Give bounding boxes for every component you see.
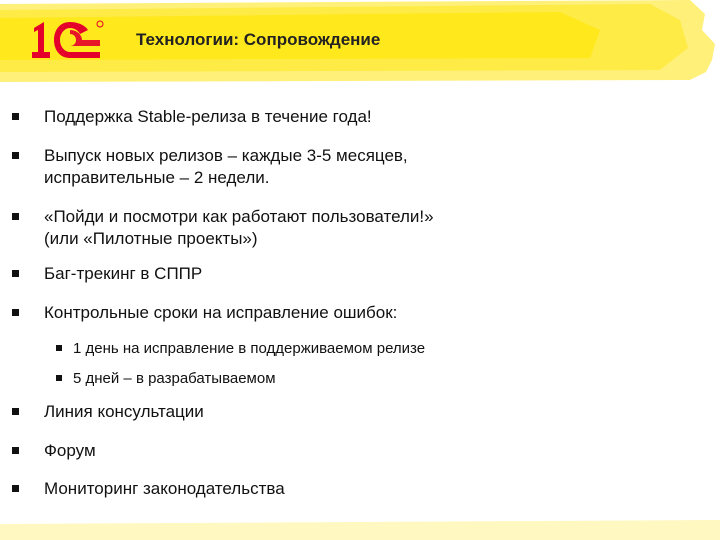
square-bullet-icon [56,375,62,381]
bullet-text: Линия консультации [44,402,204,421]
bullet-item [44,263,202,285]
bullet-item [44,401,204,423]
bullet-item [44,106,372,128]
sub-bullet-item [73,339,425,359]
bullet-item [44,478,285,500]
bullet-text: Баг-трекинг в СППР [44,264,203,283]
slide-title: Технологии: Сопровождение [136,30,381,49]
bullet-item [44,440,96,462]
bottom-highlight [0,518,720,540]
square-bullet-icon [12,113,19,120]
bullet-text: «Пойди и посмотри как работают пользователи!» [44,207,434,226]
square-bullet-icon [12,213,19,220]
square-bullet-icon [12,447,19,454]
bullet-item [44,206,434,250]
bullet-text: Поддержка Stable-релиза в течение года! [44,107,372,126]
sub-bullet-text: 5 дней – в разрабатываемом [73,370,276,387]
square-bullet-icon [12,408,19,415]
bullet-text: Выпуск новых релизов – каждые 3-5 месяцев, [44,146,408,165]
bullet-text: Контрольные сроки на исправление ошибок: [44,303,398,322]
bullet-text: Мониторинг законодательства [44,479,285,498]
bullet-text: исправительные – 2 недели. [44,168,270,187]
square-bullet-icon [12,309,19,316]
bullet-item [44,145,408,189]
square-bullet-icon [12,485,19,492]
bullet-text: (или «Пилотные проекты») [44,229,258,248]
sub-bullet-item [73,369,276,389]
bullet-item [44,302,397,324]
square-bullet-icon [56,345,62,351]
bullet-text: Форум [44,441,96,460]
sub-bullet-text: 1 день на исправление в поддерживаемом релизе [73,340,426,357]
square-bullet-icon [12,152,19,159]
square-bullet-icon [12,270,19,277]
